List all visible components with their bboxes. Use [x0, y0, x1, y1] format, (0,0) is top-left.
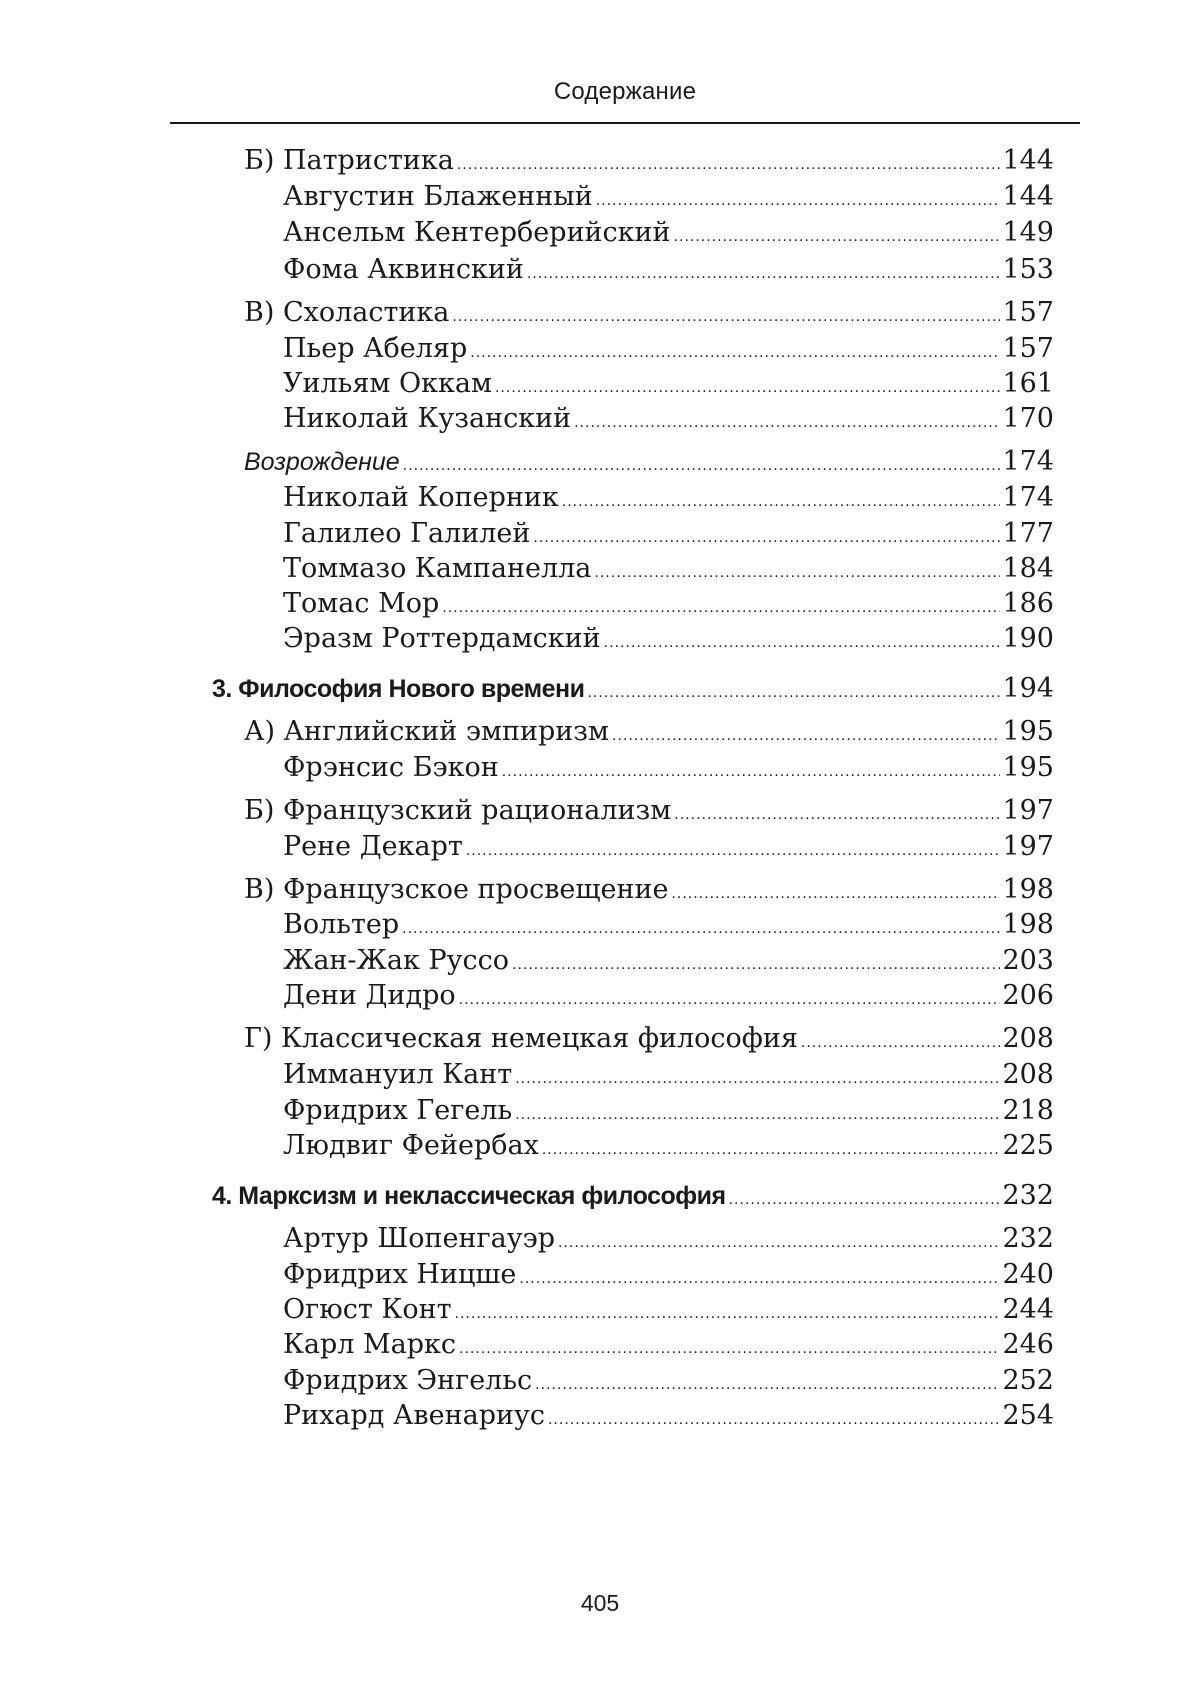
- toc-entry: [0, 586, 1200, 622]
- dot-leader: [403, 448, 1001, 484]
- toc-entry-title: Людвиг Фейербах: [283, 1130, 539, 1161]
- toc-entry-title: Фридрих Энгельс: [283, 1365, 533, 1396]
- toc-entry: [0, 1178, 1200, 1214]
- toc-entry: [0, 943, 1200, 979]
- toc-entry-page: 195: [1002, 752, 1054, 783]
- dot-leader: [457, 147, 1001, 183]
- toc-entry: [0, 1021, 1200, 1057]
- toc-entry: [0, 143, 1200, 179]
- toc-entry-title: Фома Аквинский: [283, 254, 524, 285]
- toc-entry-title: Николай Коперник: [283, 482, 559, 513]
- toc-entry: [0, 444, 1200, 480]
- toc-entry-title: Иммануил Кант: [283, 1059, 513, 1090]
- toc-entry: [0, 331, 1200, 367]
- toc-entry: [0, 1398, 1200, 1434]
- toc-entry-page: 144: [1002, 145, 1054, 176]
- toc-entry: [0, 1363, 1200, 1399]
- dot-leader: [587, 675, 1000, 711]
- toc-entry-page: 157: [1002, 333, 1054, 364]
- toc-entry-title: Г) Классическая немецкая философия: [244, 1023, 798, 1054]
- toc-entry-title: Б) Французский рационализм: [244, 795, 672, 826]
- toc-entry: [0, 621, 1200, 657]
- toc-entry: [0, 1128, 1200, 1164]
- toc-entry: [0, 978, 1200, 1014]
- toc-entry: [0, 551, 1200, 587]
- toc-entry-page: 252: [1002, 1365, 1054, 1396]
- toc-entry-page: 177: [1002, 518, 1054, 549]
- toc-entry-page: 157: [1002, 297, 1054, 328]
- toc-entry: [0, 179, 1200, 215]
- toc-entry-title: Фридрих Ницше: [283, 1259, 517, 1290]
- dot-leader: [574, 405, 1000, 441]
- toc-entry-page: 246: [1002, 1329, 1054, 1360]
- toc-entry-page: 208: [1002, 1023, 1054, 1054]
- toc-entry-page: 198: [1002, 874, 1054, 905]
- toc-entry: [0, 907, 1200, 943]
- toc-entry-page: 208: [1002, 1059, 1054, 1090]
- toc-entry-page: 232: [1002, 1223, 1054, 1254]
- toc-entry-page: 240: [1002, 1259, 1054, 1290]
- dot-leader: [402, 911, 1000, 947]
- dot-leader: [801, 1025, 1001, 1061]
- toc-entry: [0, 793, 1200, 829]
- toc-entry-title: Эразм Роттердамский: [283, 623, 601, 654]
- toc-entry-title: Дени Дидро: [283, 980, 456, 1011]
- dot-leader: [612, 718, 1000, 754]
- toc-entry: [0, 872, 1200, 908]
- toc-entry-title: Рене Декарт: [283, 831, 463, 862]
- dot-leader: [729, 1182, 1001, 1218]
- toc-entry-title: Уильям Оккам: [283, 368, 492, 399]
- toc-entry-page: 194: [1002, 673, 1054, 704]
- dot-leader: [452, 299, 1000, 335]
- toc-entry-title: Ансельм Кентерберийский: [283, 217, 671, 248]
- dot-leader: [596, 183, 1001, 219]
- dot-leader: [502, 754, 1001, 790]
- toc-entry-title: Фрэнсис Бэкон: [283, 752, 499, 783]
- toc-entry-page: 195: [1002, 716, 1054, 747]
- toc-entry-page: 190: [1002, 623, 1054, 654]
- toc-entry-title: Августин Блаженный: [283, 181, 593, 212]
- toc-entry: [0, 714, 1200, 750]
- toc-entry-title: В) Французское просвещение: [244, 874, 669, 905]
- toc-entry: [0, 516, 1200, 552]
- toc-entry-page: 186: [1002, 588, 1054, 619]
- toc-entry-page: 198: [1002, 909, 1054, 940]
- toc-entry: [0, 401, 1200, 437]
- toc-entry-title: Артур Шопенгауэр: [283, 1223, 555, 1254]
- toc-entry-title: Пьер Абеляр: [283, 333, 468, 364]
- toc-entry-title: 3. Философия Нового времени: [212, 675, 585, 703]
- toc-entry-title: Фридрих Гегель: [283, 1095, 513, 1126]
- toc-entry: [0, 1057, 1200, 1093]
- toc-entry: [0, 1327, 1200, 1363]
- toc-entry-page: 197: [1002, 831, 1054, 862]
- toc-entry-title: Галилео Галилей: [283, 518, 531, 549]
- toc-entry-page: 174: [1002, 446, 1054, 477]
- dot-leader: [562, 484, 1001, 520]
- dot-leader: [548, 1402, 1000, 1438]
- toc-entry: [0, 480, 1200, 516]
- toc-entry-title: Рихард Авенариус: [283, 1400, 545, 1431]
- toc-entry: [0, 366, 1200, 402]
- toc-entry-page: 170: [1002, 403, 1054, 434]
- toc-entry-page: 244: [1002, 1294, 1054, 1325]
- toc-entry-title: Возрождение: [244, 448, 400, 476]
- dot-leader: [527, 256, 1001, 292]
- toc-entry-page: 197: [1002, 795, 1054, 826]
- toc-entry-title: Жан-Жак Руссо: [283, 945, 509, 976]
- toc-entry-title: Огюст Конт: [283, 1294, 452, 1325]
- toc-entry-page: 206: [1002, 980, 1054, 1011]
- toc-entry-title: Вольтер: [283, 909, 400, 940]
- toc-entry: [0, 671, 1200, 707]
- toc-entry-page: 144: [1002, 181, 1054, 212]
- toc-entry-title: Карл Маркс: [283, 1329, 457, 1360]
- toc-entry-title: Томмазо Кампанелла: [283, 553, 592, 584]
- dot-leader: [674, 797, 1000, 833]
- dot-leader: [459, 1331, 1000, 1367]
- toc-entry-page: 225: [1002, 1130, 1054, 1161]
- toc-entry-title: Николай Кузанский: [283, 403, 572, 434]
- toc-entry: [0, 252, 1200, 288]
- toc-entry-page: 254: [1002, 1400, 1054, 1431]
- dot-leader: [542, 1132, 1001, 1168]
- toc-entry-page: 149: [1002, 217, 1054, 248]
- toc-entry-page: 153: [1002, 254, 1054, 285]
- dot-leader: [466, 833, 1001, 869]
- dot-leader: [459, 982, 1001, 1018]
- toc-entry-title: В) Схоластика: [244, 297, 450, 328]
- toc-entry: [0, 295, 1200, 331]
- toc-entry-page: 218: [1002, 1095, 1054, 1126]
- page-number: 405: [580, 1590, 620, 1616]
- dot-leader: [674, 219, 1001, 255]
- toc-entry-page: 232: [1002, 1180, 1054, 1211]
- toc-entry-title: Томас Мор: [283, 588, 440, 619]
- toc-entry-page: 203: [1002, 945, 1054, 976]
- toc-entry: [0, 1093, 1200, 1129]
- dot-leader: [515, 1061, 1000, 1097]
- toc-entry-page: 184: [1002, 553, 1054, 584]
- toc-entry: [0, 750, 1200, 786]
- toc-entry-page: 174: [1002, 482, 1054, 513]
- toc-entry-page: 161: [1002, 368, 1054, 399]
- toc-entry-title: А) Английский эмпиризм: [244, 716, 609, 747]
- toc-entry-title: Б) Патристика: [244, 145, 454, 176]
- dot-leader: [558, 1225, 1000, 1261]
- toc-entry: [0, 1257, 1200, 1293]
- toc-entry: [0, 1292, 1200, 1328]
- toc-entry: [0, 1221, 1200, 1257]
- dot-leader: [604, 625, 1001, 661]
- toc-entry-title: 4. Марксизм и неклассическая философия: [212, 1182, 726, 1210]
- toc-entry: [0, 829, 1200, 865]
- running-header: Содержание: [553, 78, 697, 105]
- toc-entry: [0, 215, 1200, 251]
